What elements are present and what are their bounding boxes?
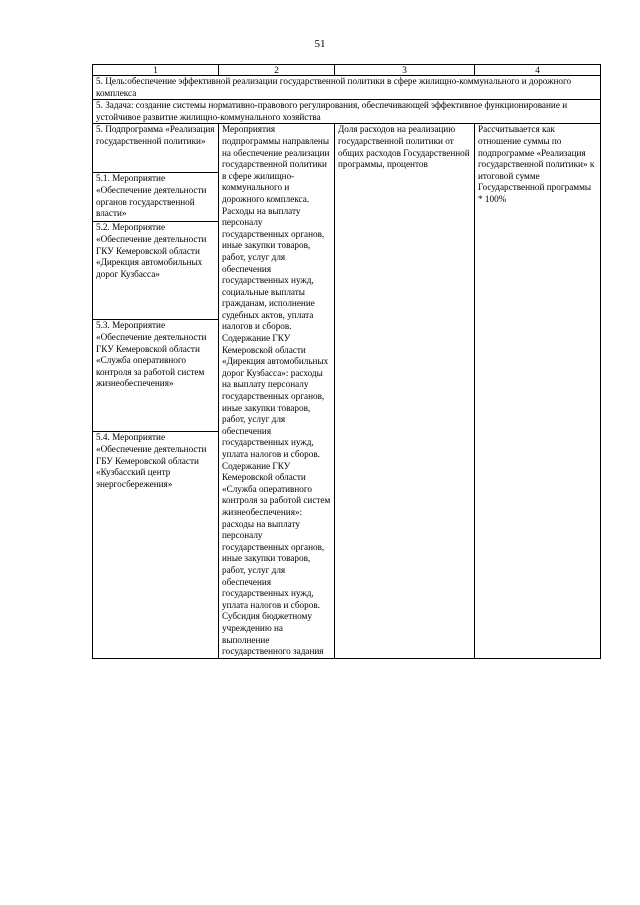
- task-cell: 5. Задача: создание системы нормативно-правового регулирования, обеспечивающей эффективное функционирование и устойчивое развитие жилищно-коммунального хозяйства: [93, 100, 601, 124]
- goal-row: [93, 76, 601, 100]
- measure-5-4: 5.4. Мероприятие «Обеспечение деятельности ГБУ Кемеровской области «Кузбасский центр энергосбережения»: [96, 432, 207, 489]
- subprogram-title: 5. Подпрограмма «Реализация государственной политики»: [93, 124, 218, 173]
- measures-description-cell: Мероприятия подпрограммы направлены на обеспечение реализации государственной политики в сфере жилищно-коммунального и дорожного комплекса. Расходы на выплату персоналу государственных органов, иные закупки товаров, работ, услуг для обеспечения государственных нужд, социальные выплаты гражданам, исполнение судебных актов, уплата налогов и сборов. Содержание ГКУ Кемеровской области «Дирекция автомобильных дорог Кузбасса»: расходы на выплату персоналу государственных органов, иные закупки товаров, работ, услуг для обеспечения государственных нужд, уплата налогов и сборов. Содержание ГКУ Кемеровской области «Служба оперативного контроля за работой систем жизнеобеспечения»: расходы на выплату персоналу государственных органов, иные закупки товаров, работ, услуг для обеспечения государственных нужд, уплата налогов и сборов. Субсидия бюджетному учреждению на выполнение государственного задания: [219, 124, 335, 658]
- column-header-3: 3: [335, 65, 475, 76]
- column-header-1: 1: [93, 65, 219, 76]
- column-header-row: [93, 65, 601, 76]
- indicator-cell: Доля расходов на реализацию государственной политики от общих расходов Государственной программы, процентов: [335, 124, 475, 658]
- column-header-4: 4: [475, 65, 601, 76]
- subprogram-items-cell: [93, 124, 219, 658]
- column-header-2: 2: [219, 65, 335, 76]
- program-table: [92, 64, 601, 659]
- calculation-method-cell: Рассчитывается как отношение суммы по подпрограмме «Реализация государственной политики» к итоговой сумме Государственной программы * 100%: [475, 124, 601, 658]
- page-number: 51: [314, 38, 326, 50]
- subprogram-row: [93, 124, 601, 658]
- goal-cell: 5. Цель:обеспечение эффективной реализации государственной политики в сфере жилищно-коммунального и дорожного комплекса: [93, 76, 601, 100]
- measure-5-1: 5.1. Мероприятие «Обеспечение деятельности органов государственной власти»: [93, 173, 218, 222]
- measure-5-3: 5.3. Мероприятие «Обеспечение деятельности ГКУ Кемеровской области «Служба оперативного контроля за работой систем жизнеобеспечения»: [93, 320, 218, 432]
- task-row: [93, 100, 601, 124]
- measure-5-2: 5.2. Мероприятие «Обеспечение деятельности ГКУ Кемеровской области «Дирекция автомобильных дорог Кузбасса»: [93, 222, 218, 320]
